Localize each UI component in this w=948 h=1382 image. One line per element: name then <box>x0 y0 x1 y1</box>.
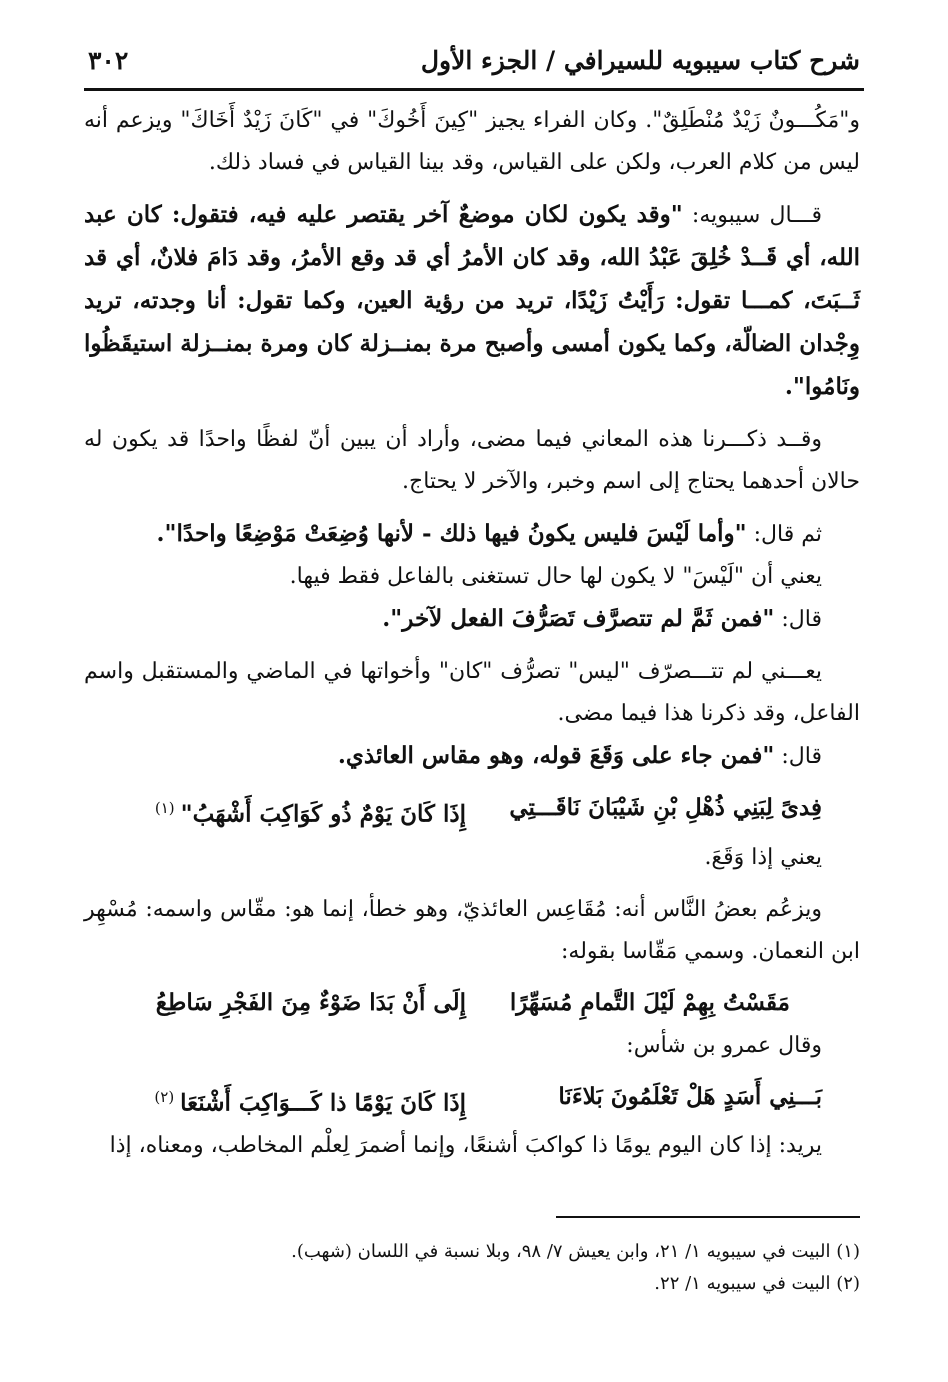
quote-intro: قال: <box>774 607 822 632</box>
verse-first-hemistich: بَـــنِي أَسَدٍ هَلْ تَعْلَمُونَ بَلاءَنَا <box>558 1082 822 1110</box>
verse-second-hemistich: إِلَى أَنْ بَدَا ضَوْءٌ مِنَ الفَجْرِ سَاطِعُ <box>155 988 466 1016</box>
paragraph: و"مَكُـــونٌ زَيْدٌ مُنْطَلِقٌ". وكان الفراء يجيز "كِينَ أَخُوكَ" في "كَانَ زَيْدٌ أَخَاكَ" ويزعم أنه ليس من كلام العرب، ولكن على القياس، وقد بينا القياس في فساد ذلك. <box>84 108 860 175</box>
paragraph <box>84 735 860 778</box>
paragraph: يريد: إذا كان اليوم يومًا ذا كواكبَ أشنعًا، وإنما أضمرَ لِعلْم المخاطب، ومعناه، إذا <box>109 1133 822 1159</box>
header-rule <box>84 88 864 91</box>
main-text <box>84 100 860 1167</box>
paragraph: وقــد ذكـــرنا هذه المعاني فيما مضى، وأراد أن يبين أنّ لفظًا واحدًا قد يكون له حالان أحدهما يحتاج إلى اسم وخبر، والآخر لا يحتاج. <box>84 427 860 494</box>
poetry-verse <box>84 981 860 1025</box>
verse-first-hemistich: فِدىً لِبَنِي ذُهْلِ بْنِ شَيْبَانَ نَاقَـــتِي <box>509 794 822 821</box>
verse-second-hemistich <box>84 786 472 837</box>
poetry-verse <box>84 786 860 837</box>
paragraph: يعني أن "لَيْسَ" لا يكون لها حال تستغنى بالفاعل فقط فيها. <box>289 564 822 589</box>
quote-intro: قـــال سيبويه: <box>682 203 823 228</box>
sibawayh-quote: "وأما لَيْسَ فليس يكونُ فيها ذلك - لأنها وُضِعَتْ مَوْضِعًا واحدًا". <box>156 520 747 547</box>
paragraph <box>84 598 860 641</box>
quote-intro: قال: <box>774 744 822 769</box>
sibawayh-quote: "وقد يكون لكان موضعٌ آخر يقتصر عليه فيه، فتقول: كان عبد الله، أي قَــدْ خُلِقَ عَبْدُ الله، وقد كان الأمرُ أي قد وقع الأمرُ، وقد دَامَ فلانٌ، أي قد ثَــبَتَ، كمـــا تقول: رَأَيْتُ زَيْدًا، تريد من رؤية العين، وكما تقول: أنا وجدته، تريد وِجْدان الضالّة، وكما يكون أمسى وأصبح مرة بمنــزلة كان ومرة بمنــزلة استيقَظُوا ونَامُوا". <box>83 201 860 400</box>
paragraph <box>84 194 860 409</box>
paragraph: وقال عمرو بن شأس: <box>626 1032 822 1058</box>
hemistich-text: إِذَا كَانَ يَوْمًا ذا كَـــوَاكِبَ أَشْنَعَا <box>180 1089 466 1117</box>
footnote-marker: (٢) <box>154 1087 175 1106</box>
sibawayh-quote: "فمن جاء على وَقَعَ قوله، وهو مقاس العائذي. <box>337 742 775 769</box>
footnote-rule <box>556 1216 860 1218</box>
paragraph: ويزعُم بعضُ النَّاس أنه: مُقَاعِس العائذيّ، وهو خطأ، إنما هو: مقّاس واسمه: مُسْهِر ابن النعمان. وسمي مَقّاسا بقوله: <box>84 896 860 964</box>
footnotes <box>84 1236 860 1300</box>
paragraph: يعـــني لم تتـــصرّف "ليس" تصرُّف "كان" وأخواتها في الماضي والمستقبل واسم الفاعل، وقد ذكرنا هذا فيما مضى. <box>84 659 860 726</box>
paragraph: يعني إذا وَقَعَ. <box>704 844 822 870</box>
hemistich-text: إِذَا كَانَ يَوْمٌ ذُو كَوَاكِبَ أَشْهَبُ" <box>180 800 466 828</box>
poetry-verse <box>84 1075 860 1126</box>
page-header <box>88 38 860 82</box>
footnote-2: (٢) البيت في سيبويه ١/ ٢٢. <box>654 1273 860 1294</box>
footnote-marker: (١) <box>154 799 175 817</box>
verse-second-hemistich <box>84 1075 472 1126</box>
quote-intro: ثم قال: <box>746 522 822 547</box>
verse-first-hemistich: مَقَسْتُ بِهِمْ لَيْلَ التَّمامِ مُسَهِّرًا <box>509 988 790 1016</box>
footnote-1: (١) البيت في سيبويه ١/ ٢١، وابن يعيش ٧/ ٩٨، وبلا نسبة في اللسان (شهب). <box>291 1241 860 1262</box>
paragraph <box>84 513 860 556</box>
page-number: ٣٠٢ <box>88 45 129 75</box>
sibawayh-quote: "فمن ثَمَّ لم تتصرَّف تَصَرُّفَ الفعل لآخر". <box>382 605 775 632</box>
running-title: شرح كتاب سيبويه للسيرافي / الجزء الأول <box>420 45 860 75</box>
